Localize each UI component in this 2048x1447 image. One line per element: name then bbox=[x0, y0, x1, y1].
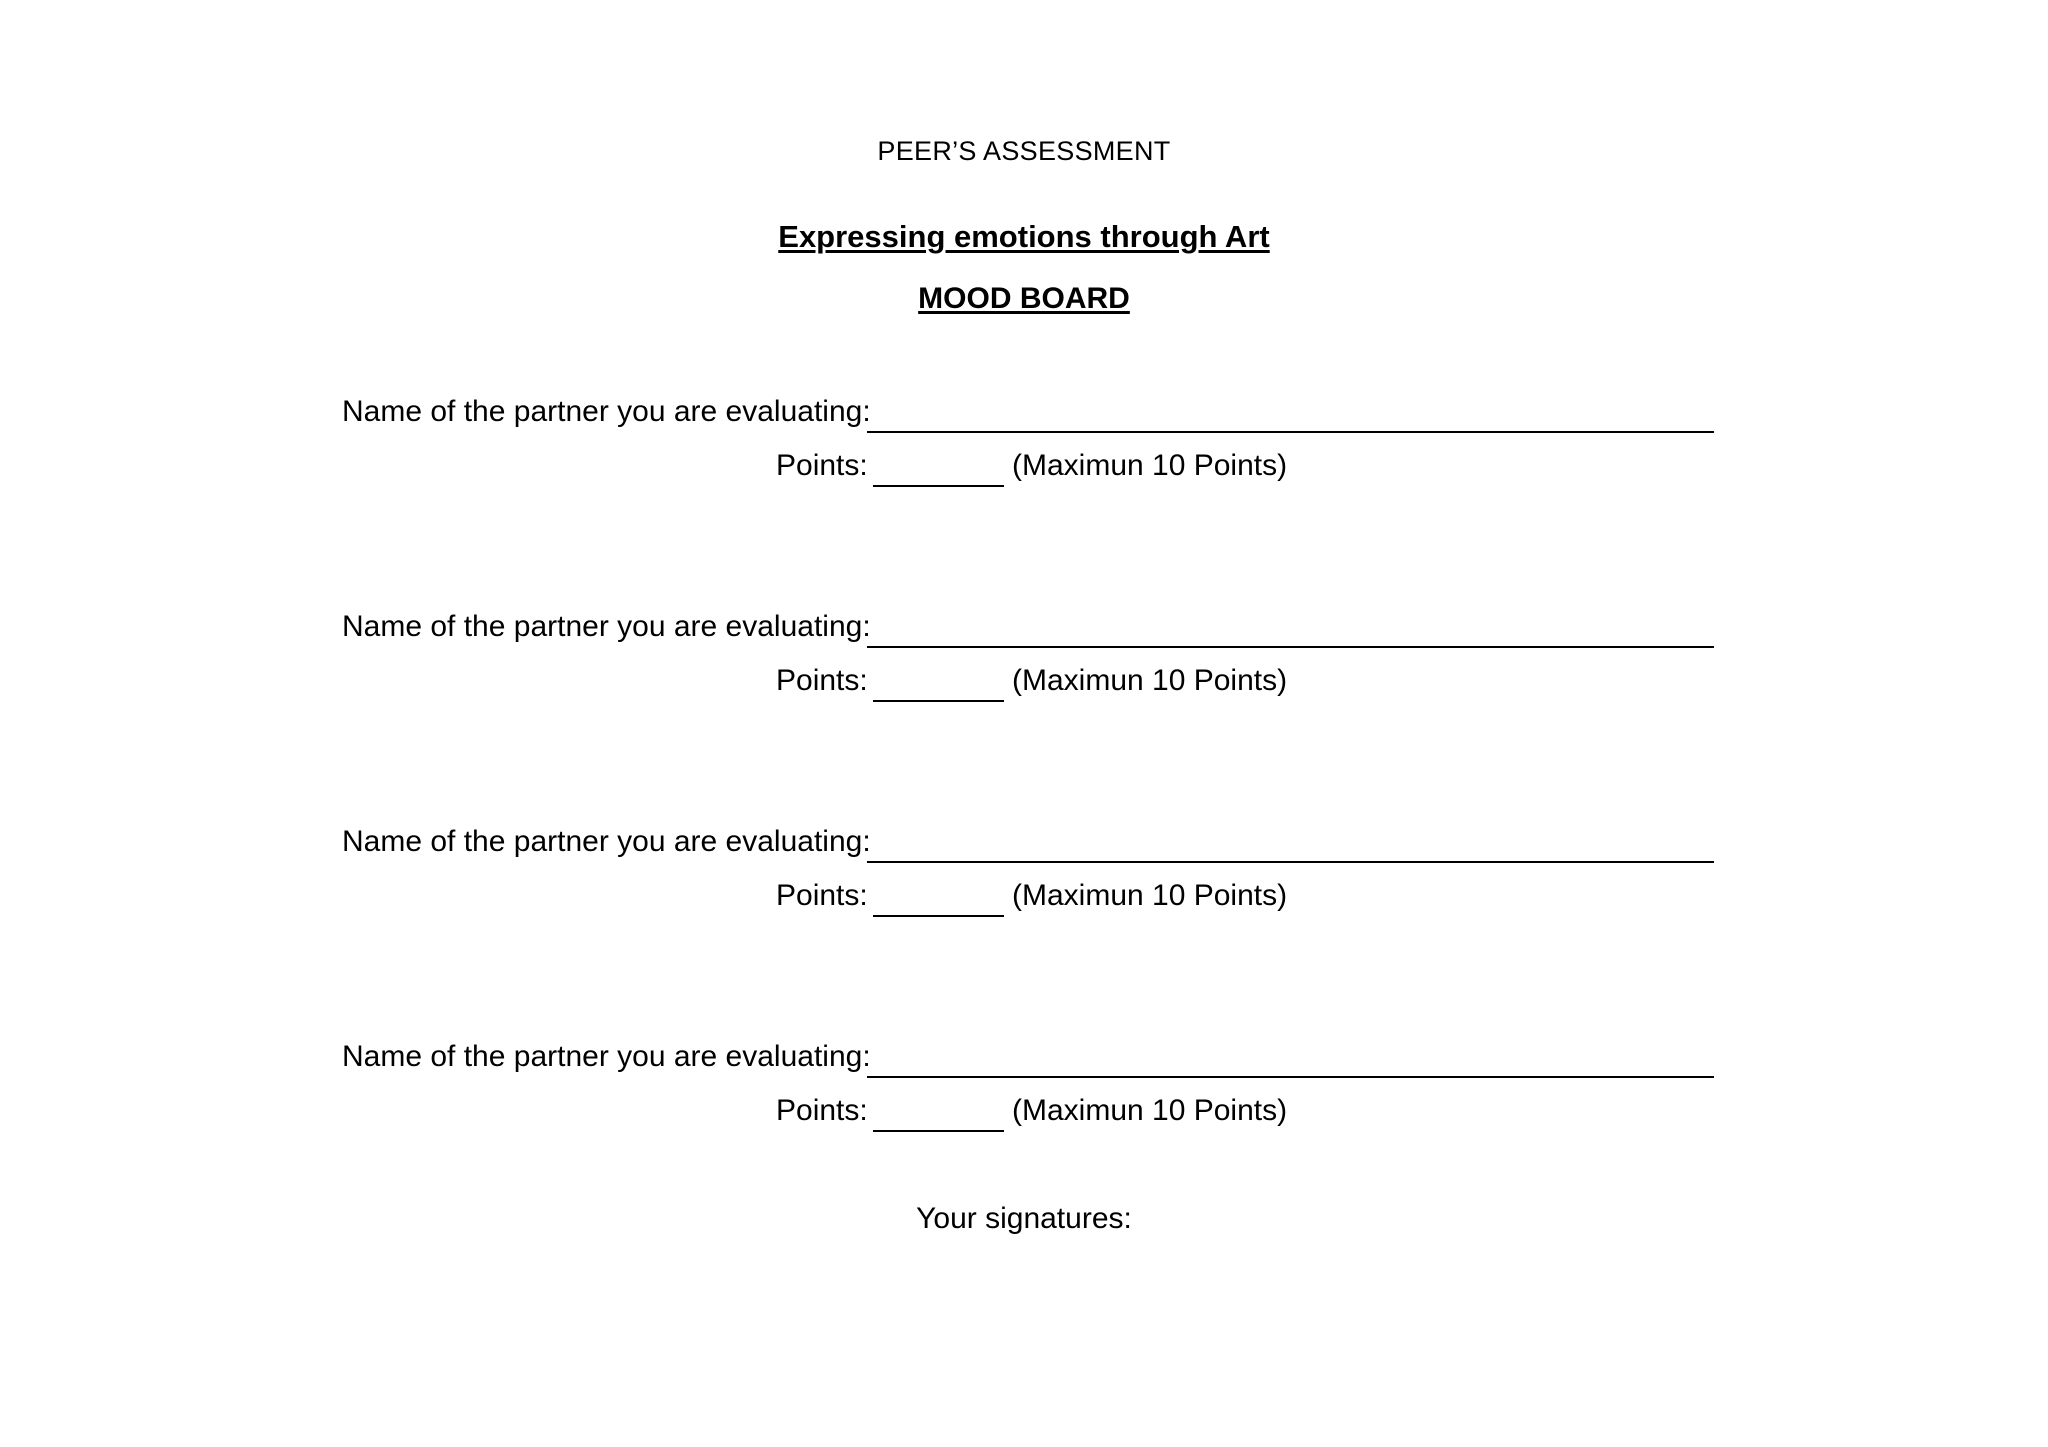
partner-name-field[interactable] bbox=[867, 861, 1714, 863]
evaluation-entry-1 bbox=[0, 395, 2048, 505]
signature-label: Your signatures: bbox=[916, 1202, 1132, 1235]
points-field[interactable] bbox=[873, 700, 1004, 702]
points-max-label: (Maximun 10 Points) bbox=[1012, 879, 1288, 912]
partner-name-row bbox=[342, 610, 1714, 650]
partner-name-label: Name of the partner you are evaluating: bbox=[342, 825, 871, 858]
points-label: Points: bbox=[776, 449, 868, 482]
partner-name-row bbox=[342, 825, 1714, 865]
document-title: Expressing emotions through Art bbox=[778, 219, 1270, 254]
partner-name-row bbox=[342, 1040, 1714, 1080]
points-field[interactable] bbox=[873, 485, 1004, 487]
evaluation-entry-4 bbox=[0, 1040, 2048, 1150]
points-label: Points: bbox=[776, 1094, 868, 1127]
document-subtitle: MOOD BOARD bbox=[918, 282, 1130, 315]
evaluation-entry-2 bbox=[0, 610, 2048, 720]
points-max-label: (Maximun 10 Points) bbox=[1012, 1094, 1288, 1127]
partner-name-field[interactable] bbox=[867, 646, 1714, 648]
partner-name-label: Name of the partner you are evaluating: bbox=[342, 610, 871, 643]
points-max-label: (Maximun 10 Points) bbox=[1012, 664, 1288, 697]
points-label: Points: bbox=[776, 879, 868, 912]
points-field[interactable] bbox=[873, 915, 1004, 917]
partner-name-row bbox=[342, 395, 1714, 435]
partner-name-field[interactable] bbox=[867, 1076, 1714, 1078]
points-label: Points: bbox=[776, 664, 868, 697]
document-header: PEER’S ASSESSMENT bbox=[877, 136, 1171, 166]
partner-name-label: Name of the partner you are evaluating: bbox=[342, 1040, 871, 1073]
evaluation-entry-3 bbox=[0, 825, 2048, 935]
points-field[interactable] bbox=[873, 1130, 1004, 1132]
partner-name-field[interactable] bbox=[867, 431, 1714, 433]
partner-name-label: Name of the partner you are evaluating: bbox=[342, 395, 871, 428]
points-max-label: (Maximun 10 Points) bbox=[1012, 449, 1288, 482]
